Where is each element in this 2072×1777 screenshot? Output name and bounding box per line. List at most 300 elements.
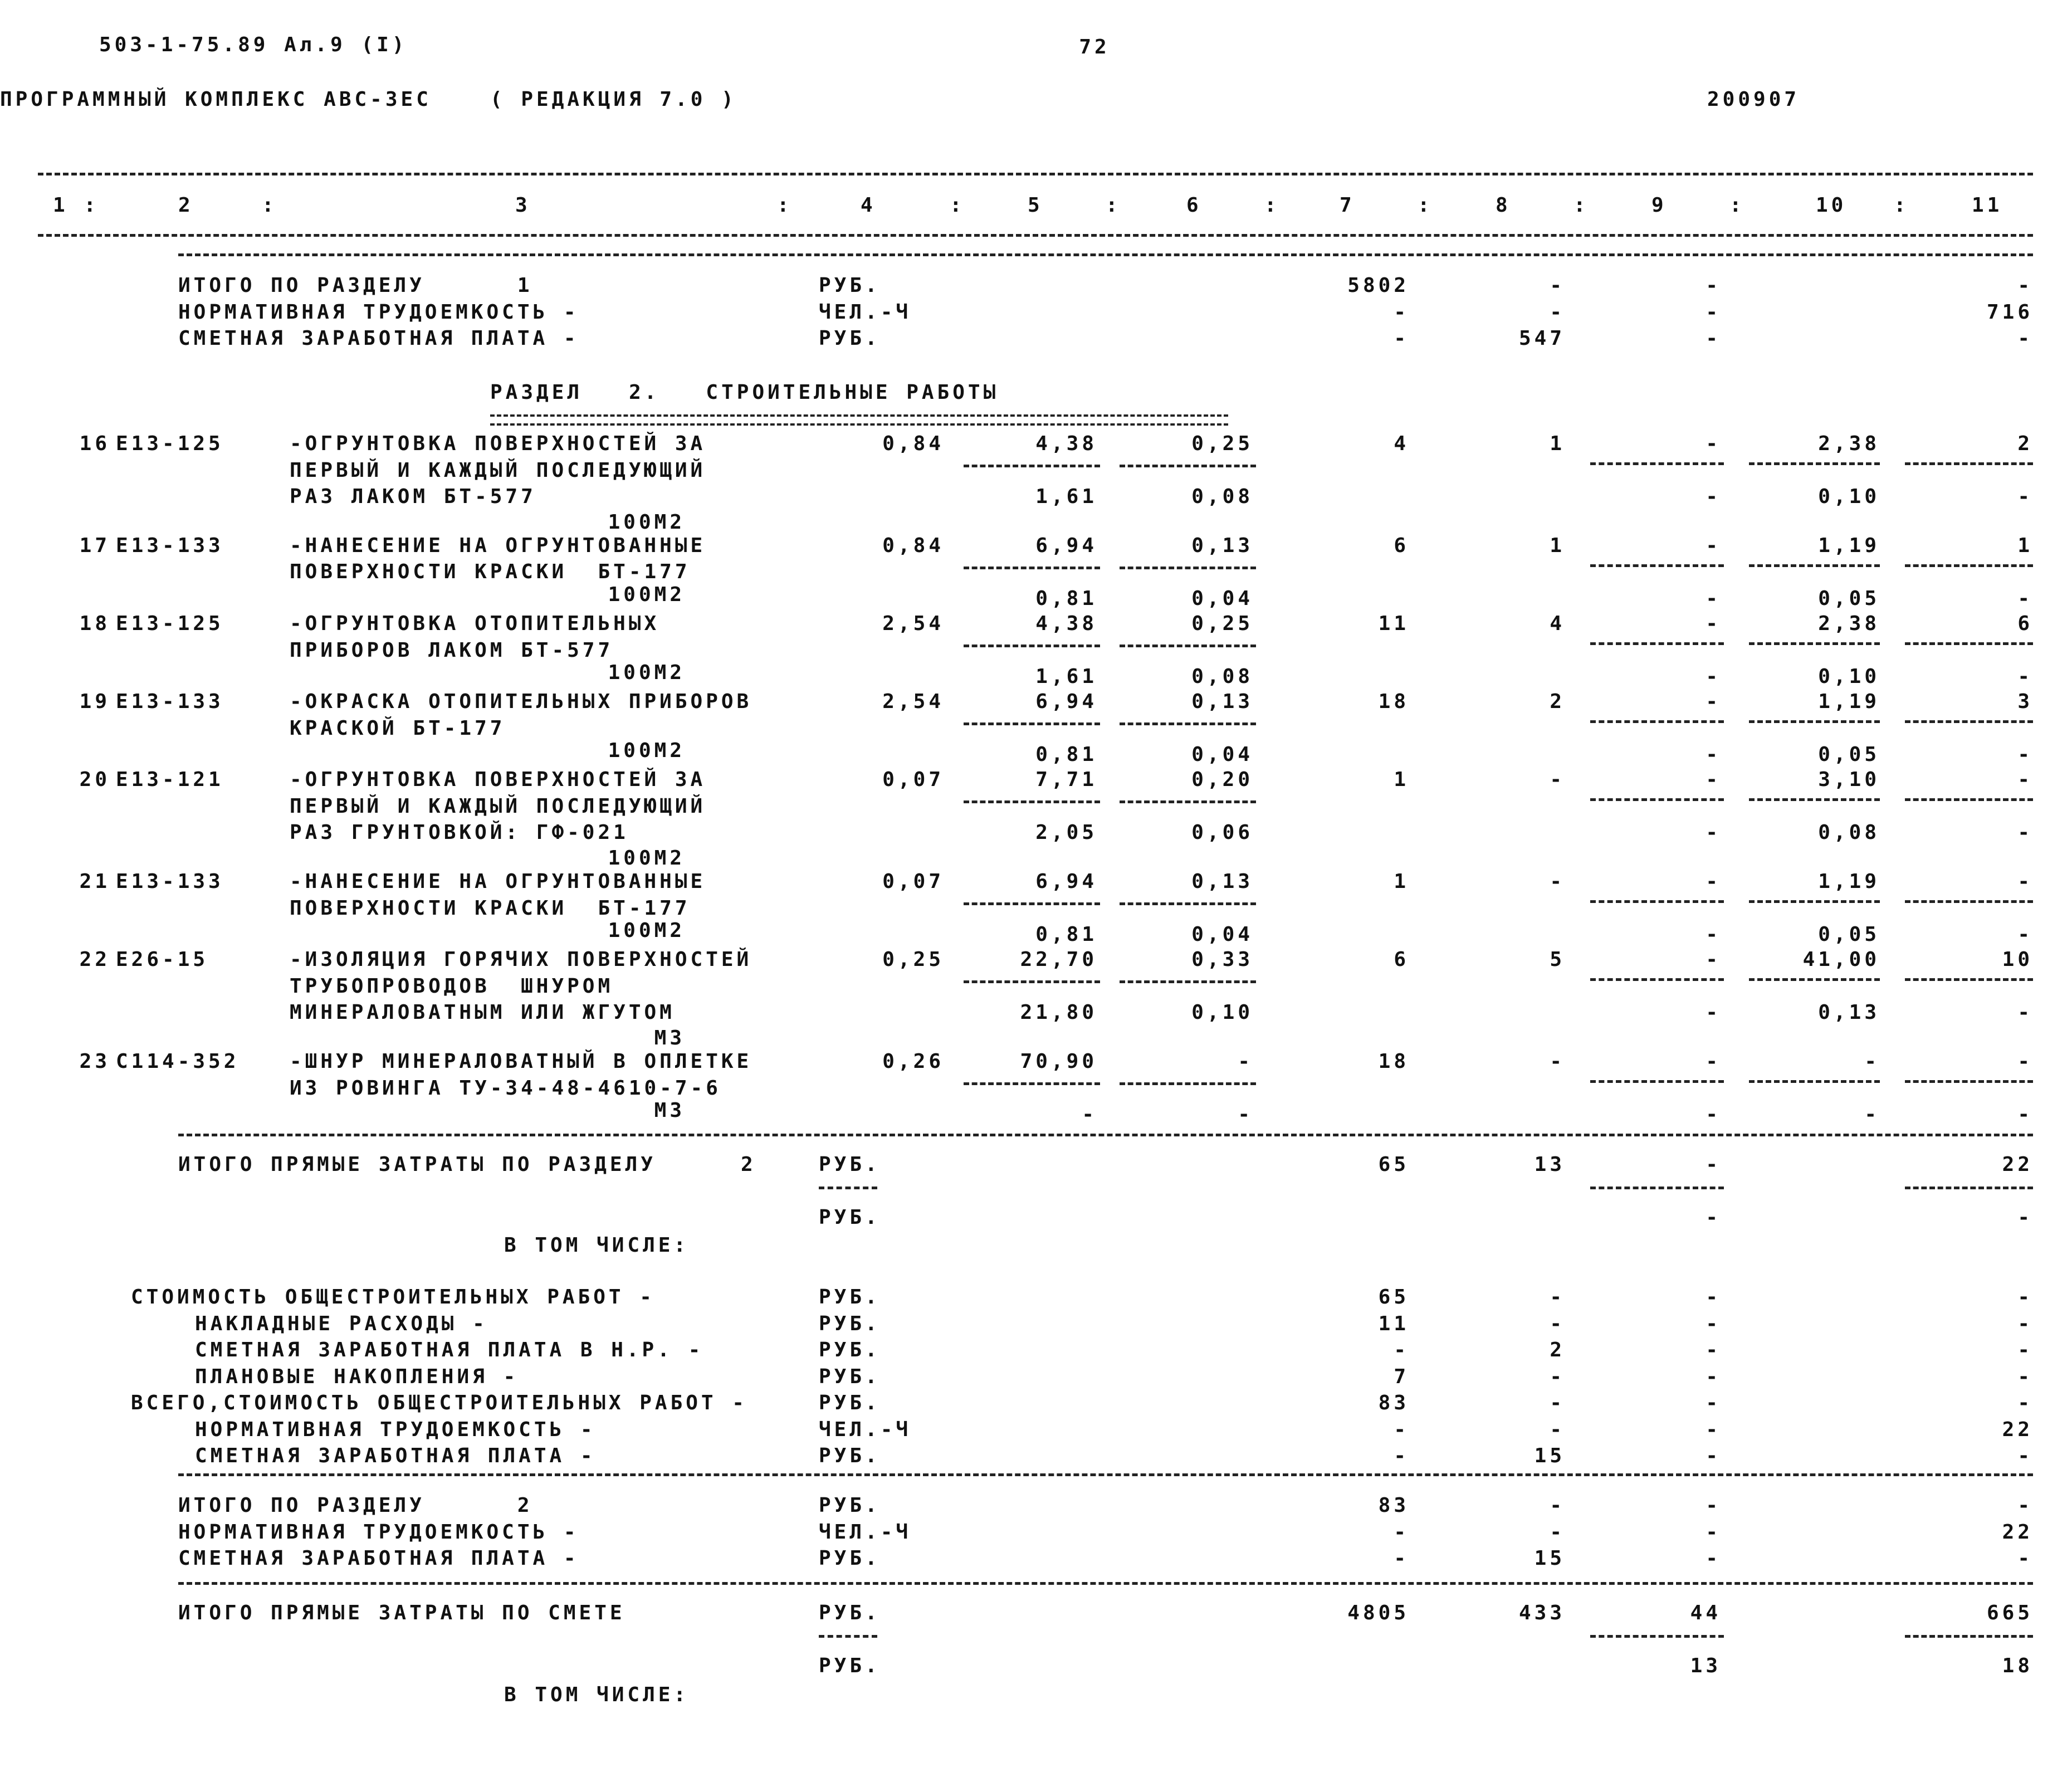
subrule-col11 — [1905, 900, 2033, 903]
breakdown-unit: РУБ. — [819, 1312, 881, 1335]
item-col5-sub: 0,81 — [1035, 743, 1097, 767]
item-number: 19 — [79, 690, 110, 714]
column-number: 11 — [1972, 194, 2003, 217]
item-col10: 2,38 — [1818, 432, 1880, 455]
breakdown-col8: - — [1550, 1365, 1565, 1388]
breakdown-col11: - — [2017, 1312, 2033, 1335]
item-col11-sub: - — [2017, 923, 2033, 946]
item-quantity: 0,07 — [882, 768, 944, 792]
subrule-col11 — [1905, 978, 2033, 981]
column-number: : — [777, 194, 793, 217]
section2-direct-col9-2: - — [1706, 1206, 1721, 1229]
breakdown-col8: - — [1550, 1286, 1565, 1309]
item-number: 21 — [79, 870, 110, 894]
section2-total-col9: - — [1706, 1520, 1721, 1544]
item-description: -НАНЕСЕНИЕ НА ОГРУНТОВАННЫЕ — [290, 870, 706, 894]
section2-total-col7: - — [1394, 1547, 1409, 1570]
item-col9-sub: - — [1706, 665, 1721, 688]
item-description: КРАСКОЙ БТ-177 — [290, 716, 506, 740]
item-description: ПРИБОРОВ ЛАКОМ БТ-577 — [290, 638, 614, 662]
item-col9-sub: - — [1706, 587, 1721, 610]
item-col10-sub: 0,05 — [1818, 587, 1880, 610]
column-number: 4 — [861, 194, 876, 217]
item-col8: 5 — [1550, 948, 1565, 972]
subrule-col6 — [1120, 722, 1256, 725]
section1-total-col9: - — [1706, 327, 1721, 350]
subrule-col5 — [964, 465, 1100, 467]
item-quantity: 0,07 — [882, 870, 944, 894]
section1-total-label: НОРМАТИВНАЯ ТРУДОЕМКОСТЬ - — [178, 300, 579, 324]
item-number: 17 — [79, 534, 110, 557]
item-col9-sub: - — [1706, 1103, 1721, 1126]
item-col9: - — [1706, 690, 1721, 714]
estimate-direct-col11-2: 18 — [2002, 1654, 2033, 1677]
col11-rule — [1905, 1635, 2033, 1638]
item-number: 23 — [79, 1050, 110, 1073]
item-col9-sub: - — [1706, 743, 1721, 767]
section2-totals-rule — [178, 1473, 2033, 1476]
breakdown-unit: РУБ. — [819, 1365, 881, 1388]
estimate-rule — [178, 1582, 2033, 1585]
breakdown-col8: 15 — [1534, 1444, 1565, 1467]
subrule-col10 — [1749, 1080, 1880, 1083]
program-title: ПРОГРАММНЫЙ КОМПЛЕКС АВС-ЗЕС — [0, 88, 432, 111]
item-col5-sub: 2,05 — [1035, 821, 1097, 844]
item-unit: 100М2 — [608, 846, 685, 870]
item-col11-sub: - — [2017, 1103, 2033, 1126]
column-number: : — [1894, 194, 1909, 217]
subrule-col9 — [1590, 1080, 1724, 1083]
item-col10-sub: 0,13 — [1818, 1001, 1880, 1024]
section2-total-col7: 83 — [1378, 1494, 1409, 1517]
subrule-col5 — [964, 902, 1100, 905]
breakdown-label: СМЕТНАЯ ЗАРАБОТНАЯ ПЛАТА - — [195, 1444, 596, 1467]
item-col5-sub: 0,81 — [1035, 923, 1097, 946]
breakdown-col9: - — [1706, 1286, 1721, 1309]
breakdown-unit: РУБ. — [819, 1286, 881, 1309]
item-number: 18 — [79, 612, 110, 635]
item-col7: 4 — [1394, 432, 1409, 455]
breakdown-col7: - — [1394, 1444, 1409, 1467]
breakdown-unit: ЧЕЛ.-Ч — [819, 1418, 912, 1441]
section2-total-label: СМЕТНАЯ ЗАРАБОТНАЯ ПЛАТА - — [178, 1547, 579, 1570]
breakdown-label: ПЛАНОВЫЕ НАКОПЛЕНИЯ - — [195, 1365, 519, 1388]
item-col10: 41,00 — [1802, 948, 1880, 972]
subrule-col9 — [1590, 642, 1724, 645]
subrule-col10 — [1749, 564, 1880, 567]
subrule-col9 — [1590, 720, 1724, 723]
section2-total-col11: 22 — [2002, 1520, 2033, 1544]
breakdown-label: НАКЛАДНЫЕ РАСХОДЫ - — [195, 1312, 488, 1335]
item-col9-sub: - — [1706, 821, 1721, 844]
doc-code: 503-1-75.89 Ал.9 (I) — [99, 33, 408, 56]
including-label-2: В ТОМ ЧИСЛЕ: — [504, 1683, 690, 1706]
item-col5: 4,38 — [1035, 612, 1097, 635]
section2-total-col7: - — [1394, 1520, 1409, 1544]
item-col11-sub: - — [2017, 665, 2033, 688]
column-number: 8 — [1496, 194, 1511, 217]
breakdown-col11: - — [2017, 1339, 2033, 1361]
item-unit: М3 — [654, 1026, 685, 1049]
item-unit: 100М2 — [608, 739, 685, 762]
doc-number: 200907 — [1707, 88, 1800, 111]
item-col10: 3,10 — [1818, 768, 1880, 792]
estimate-direct-unit-2: РУБ. — [819, 1654, 881, 1677]
item-col7: 6 — [1394, 534, 1409, 557]
item-col5-sub: 1,61 — [1035, 665, 1097, 688]
item-col10: - — [1864, 1050, 1880, 1073]
subrule-col9 — [1590, 900, 1724, 903]
section2-total-col9: - — [1706, 1494, 1721, 1517]
item-col7: 6 — [1394, 948, 1409, 972]
section1-rule — [178, 253, 2033, 256]
item-col9: - — [1706, 948, 1721, 972]
column-number: : — [1106, 194, 1121, 217]
item-col10-sub: 0,08 — [1818, 821, 1880, 844]
item-code: Е26-15 — [116, 948, 209, 972]
item-col9: - — [1706, 768, 1721, 792]
estimate-direct-label: ИТОГО ПРЯМЫЕ ЗАТРАТЫ ПО СМЕТЕ — [178, 1602, 625, 1624]
section2-total-col8: - — [1550, 1494, 1565, 1517]
item-col6: - — [1238, 1050, 1253, 1073]
estimate-direct-unit: РУБ. — [819, 1602, 881, 1624]
item-description: ИЗ РОВИНГА ТУ-34-48-4610-7-6 — [290, 1076, 721, 1100]
item-code: Е13-125 — [116, 612, 224, 635]
item-col11-sub: - — [2017, 1001, 2033, 1024]
item-col5-sub: - — [1082, 1103, 1097, 1126]
item-description: -ОГРУНТОВКА ОТОПИТЕЛЬНЫХ — [290, 612, 660, 635]
section2-direct-unit: РУБ. — [819, 1153, 881, 1176]
subrule-col5 — [964, 980, 1100, 983]
item-quantity: 0,84 — [882, 534, 944, 557]
item-number: 22 — [79, 948, 110, 972]
section2-direct-col8: 13 — [1534, 1153, 1565, 1176]
column-number: 3 — [515, 194, 531, 217]
item-col6: 0,20 — [1191, 768, 1253, 792]
item-number: 20 — [79, 768, 110, 792]
item-col6: 0,33 — [1191, 948, 1253, 972]
subrule-col5 — [964, 800, 1100, 803]
section1-total-col8: - — [1550, 274, 1565, 297]
section2-total-unit: РУБ. — [819, 1494, 881, 1517]
item-description: МИНЕРАЛОВАТНЫМ ИЛИ ЖГУТОМ — [290, 1001, 675, 1024]
item-col5: 6,94 — [1035, 870, 1097, 894]
item-col6-sub: 0,08 — [1191, 485, 1253, 508]
item-description: -ОГРУНТОВКА ПОВЕРХНОСТЕЙ ЗА — [290, 768, 706, 792]
section1-total-col7: - — [1394, 327, 1409, 350]
column-number: 6 — [1186, 194, 1202, 217]
section2-direct-rule — [178, 1134, 2033, 1136]
item-description: -ОГРУНТОВКА ПОВЕРХНОСТЕЙ ЗА — [290, 432, 706, 455]
item-col11-sub: - — [2017, 587, 2033, 610]
section2-total-col8: 15 — [1534, 1547, 1565, 1570]
subrule-col11 — [1905, 798, 2033, 801]
item-quantity: 0,26 — [882, 1050, 944, 1073]
column-number: : — [1418, 194, 1433, 217]
breakdown-col11: - — [2017, 1444, 2033, 1467]
item-col11-sub: - — [2017, 743, 2033, 767]
breakdown-col9: - — [1706, 1418, 1721, 1441]
item-col8: 2 — [1550, 690, 1565, 714]
breakdown-col11: - — [2017, 1286, 2033, 1309]
item-code: Е13-133 — [116, 534, 224, 557]
breakdown-col11: - — [2017, 1365, 2033, 1388]
section1-total-col11: - — [2017, 327, 2033, 350]
item-col11: 2 — [2017, 432, 2033, 455]
item-col9: - — [1706, 612, 1721, 635]
item-col6: 0,25 — [1191, 612, 1253, 635]
subrule-col10 — [1749, 900, 1880, 903]
section1-total-col9: - — [1706, 300, 1721, 324]
item-quantity: 0,25 — [882, 948, 944, 972]
subrule-col11 — [1905, 564, 2033, 567]
column-number: 1 : — [53, 194, 100, 217]
item-col6: 0,25 — [1191, 432, 1253, 455]
item-col6-sub: 0,08 — [1191, 665, 1253, 688]
item-quantity: 0,84 — [882, 432, 944, 455]
item-col7: 1 — [1394, 870, 1409, 894]
column-number: : — [950, 194, 965, 217]
item-description: -ОКРАСКА ОТОПИТЕЛЬНЫХ ПРИБОРОВ — [290, 690, 752, 714]
item-col10: 1,19 — [1818, 690, 1880, 714]
breakdown-unit: РУБ. — [819, 1392, 881, 1414]
item-col5: 6,94 — [1035, 534, 1097, 557]
section1-total-unit: РУБ. — [819, 327, 881, 350]
section1-total-col8: 547 — [1518, 327, 1565, 350]
section2-total-col9: - — [1706, 1547, 1721, 1570]
subrule-col6 — [1120, 800, 1256, 803]
item-col7: 18 — [1378, 690, 1409, 714]
item-unit: 100М2 — [608, 583, 685, 606]
item-code: Е13-121 — [116, 768, 224, 792]
section1-total-label: ИТОГО ПО РАЗДЕЛУ 1 — [178, 274, 533, 297]
breakdown-col9: - — [1706, 1365, 1721, 1388]
breakdown-col8: - — [1550, 1392, 1565, 1414]
item-col6-sub: 0,06 — [1191, 821, 1253, 844]
item-unit: М3 — [654, 1099, 685, 1122]
subrule-col6 — [1120, 1082, 1256, 1085]
item-col11: 1 — [2017, 534, 2033, 557]
section1-total-col7: 5802 — [1347, 274, 1409, 297]
estimate-direct-col9-2: 13 — [1690, 1654, 1721, 1677]
item-col11: 10 — [2002, 948, 2033, 972]
item-col5: 7,71 — [1035, 768, 1097, 792]
item-description: ПЕРВЫЙ И КАЖДЫЙ ПОСЛЕДУЮЩИЙ — [290, 458, 706, 482]
subrule-col10 — [1749, 462, 1880, 465]
breakdown-col9: - — [1706, 1339, 1721, 1361]
item-col8: - — [1550, 870, 1565, 894]
estimate-direct-col11: 665 — [1986, 1602, 2033, 1624]
item-description: ПОВЕРХНОСТИ КРАСКИ БТ-177 — [290, 896, 691, 920]
subrule-col9 — [1590, 564, 1724, 567]
section1-total-label: СМЕТНАЯ ЗАРАБОТНАЯ ПЛАТА - — [178, 327, 579, 350]
including-label: В ТОМ ЧИСЛЕ: — [504, 1234, 690, 1257]
item-col8: 1 — [1550, 432, 1565, 455]
subrule-col10 — [1749, 798, 1880, 801]
breakdown-col7: - — [1394, 1418, 1409, 1441]
breakdown-col8: - — [1550, 1418, 1565, 1441]
section2-total-col11: - — [2017, 1494, 2033, 1517]
estimate-direct-col7: 4805 — [1347, 1602, 1409, 1624]
column-number: : — [262, 194, 277, 217]
item-col7: 1 — [1394, 768, 1409, 792]
item-col6-sub: 0,04 — [1191, 587, 1253, 610]
item-col9-sub: - — [1706, 485, 1721, 508]
section2-heading: РАЗДЕЛ 2. СТРОИТЕЛЬНЫЕ РАБОТЫ — [490, 381, 999, 404]
item-col11-sub: - — [2017, 821, 2033, 844]
section2-direct-col11: 22 — [2002, 1153, 2033, 1176]
subrule-col6 — [1120, 567, 1256, 569]
item-col9: - — [1706, 1050, 1721, 1073]
subrule-col9 — [1590, 462, 1724, 465]
column-number: 10 — [1816, 194, 1847, 217]
header-rule-bottom — [38, 234, 2033, 237]
section2-direct-col11-2: - — [2017, 1206, 2033, 1229]
item-description: -НАНЕСЕНИЕ НА ОГРУНТОВАННЫЕ — [290, 534, 706, 557]
subrule-col10 — [1749, 720, 1880, 723]
item-col10: 1,19 — [1818, 534, 1880, 557]
breakdown-col8: - — [1550, 1312, 1565, 1335]
breakdown-unit: РУБ. — [819, 1339, 881, 1361]
col9-rule — [1590, 1187, 1724, 1189]
subrule-col6 — [1120, 980, 1256, 983]
breakdown-col7: 7 — [1394, 1365, 1409, 1388]
item-unit: 100М2 — [608, 510, 685, 534]
item-col10-sub: - — [1864, 1103, 1880, 1126]
breakdown-col8: 2 — [1550, 1339, 1565, 1361]
section1-total-col11: 716 — [1986, 300, 2033, 324]
item-col9-sub: - — [1706, 923, 1721, 946]
item-col6: 0,13 — [1191, 690, 1253, 714]
section2-total-unit: ЧЕЛ.-Ч — [819, 1520, 912, 1544]
item-col8: - — [1550, 1050, 1565, 1073]
item-col7: 18 — [1378, 1050, 1409, 1073]
section2-total-label: ИТОГО ПО РАЗДЕЛУ 2 — [178, 1494, 533, 1517]
item-code: Е13-133 — [116, 690, 224, 714]
item-col5: 4,38 — [1035, 432, 1097, 455]
item-col11: 6 — [2017, 612, 2033, 635]
breakdown-col7: 83 — [1378, 1392, 1409, 1414]
header-rule-top — [38, 173, 2033, 175]
subrule-col11 — [1905, 642, 2033, 645]
item-col5: 6,94 — [1035, 690, 1097, 714]
breakdown-col11: 22 — [2002, 1418, 2033, 1441]
item-col8: 4 — [1550, 612, 1565, 635]
subrule-col6 — [1120, 465, 1256, 467]
breakdown-label: СМЕТНАЯ ЗАРАБОТНАЯ ПЛАТА В Н.Р. - — [195, 1339, 704, 1361]
subrule-col10 — [1749, 978, 1880, 981]
item-description: РАЗ ЛАКОМ БТ-577 — [290, 485, 536, 508]
item-col5: 22,70 — [1020, 948, 1097, 972]
column-number: 9 — [1651, 194, 1667, 217]
item-description: ТРУБОПРОВОДОВ ШНУРОМ — [290, 974, 614, 998]
subrule-col9 — [1590, 978, 1724, 981]
item-unit: 100М2 — [608, 919, 685, 942]
col11-rule — [1905, 1187, 2033, 1189]
subrule-col11 — [1905, 720, 2033, 723]
item-col7: 11 — [1378, 612, 1409, 635]
item-description: -ШНУР МИНЕРАЛОВАТНЫЙ В ОПЛЕТКЕ — [290, 1050, 752, 1073]
item-description: -ИЗОЛЯЦИЯ ГОРЯЧИХ ПОВЕРХНОСТЕЙ — [290, 948, 752, 972]
section1-total-col9: - — [1706, 274, 1721, 297]
subrule-col5 — [964, 567, 1100, 569]
item-col5-sub: 1,61 — [1035, 485, 1097, 508]
col9-rule — [1590, 1635, 1724, 1638]
page-number: 72 — [1079, 36, 1110, 58]
breakdown-unit: РУБ. — [819, 1444, 881, 1467]
column-number: 2 — [178, 194, 194, 217]
double-rule — [490, 414, 1228, 426]
breakdown-col9: - — [1706, 1312, 1721, 1335]
breakdown-label: ВСЕГО,СТОИМОСТЬ ОБЩЕСТРОИТЕЛЬНЫХ РАБОТ - — [131, 1392, 747, 1414]
section2-direct-unit-2: РУБ. — [819, 1206, 881, 1229]
item-col11: - — [2017, 870, 2033, 894]
section2-total-col8: - — [1550, 1520, 1565, 1544]
column-number: : — [1264, 194, 1280, 217]
breakdown-col9: - — [1706, 1392, 1721, 1414]
item-col6-sub: 0,10 — [1191, 1001, 1253, 1024]
section1-total-unit: РУБ. — [819, 274, 881, 297]
item-col6-sub: 0,04 — [1191, 923, 1253, 946]
breakdown-label: НОРМАТИВНАЯ ТРУДОЕМКОСТЬ - — [195, 1418, 596, 1441]
section2-direct-col9: - — [1706, 1153, 1721, 1176]
column-number: 5 — [1028, 194, 1043, 217]
item-col10-sub: 0,10 — [1818, 485, 1880, 508]
item-col11-sub: - — [2017, 485, 2033, 508]
item-col11: - — [2017, 768, 2033, 792]
subrule-col6 — [1120, 645, 1256, 647]
section2-direct-number: 2 — [741, 1153, 756, 1176]
item-description: ПЕРВЫЙ И КАЖДЫЙ ПОСЛЕДУЮЩИЙ — [290, 794, 706, 818]
item-col6: 0,13 — [1191, 870, 1253, 894]
item-col8: 1 — [1550, 534, 1565, 557]
estimate-direct-col8: 433 — [1518, 1602, 1565, 1624]
section2-total-col11: - — [2017, 1547, 2033, 1570]
item-quantity: 2,54 — [882, 612, 944, 635]
item-col5-sub: 21,80 — [1020, 1001, 1097, 1024]
column-number: : — [1729, 194, 1745, 217]
item-col10: 1,19 — [1818, 870, 1880, 894]
item-col6: 0,13 — [1191, 534, 1253, 557]
item-col10-sub: 0,05 — [1818, 743, 1880, 767]
subrule-col9 — [1590, 798, 1724, 801]
item-col6-sub: - — [1238, 1103, 1253, 1126]
subrule-col11 — [1905, 462, 2033, 465]
item-col10-sub: 0,05 — [1818, 923, 1880, 946]
estimate-direct-col9: 44 — [1690, 1602, 1721, 1624]
breakdown-col7: - — [1394, 1339, 1409, 1361]
column-number: 7 — [1340, 194, 1355, 217]
subrule-col6 — [1120, 902, 1256, 905]
section2-direct-col7: 65 — [1378, 1153, 1409, 1176]
subrule-col5 — [964, 1082, 1100, 1085]
item-col9-sub: - — [1706, 1001, 1721, 1024]
unit-rule — [819, 1187, 877, 1189]
item-description: ПОВЕРХНОСТИ КРАСКИ БТ-177 — [290, 560, 691, 584]
item-col9: - — [1706, 534, 1721, 557]
item-col10-sub: 0,10 — [1818, 665, 1880, 688]
section1-total-unit: ЧЕЛ.-Ч — [819, 300, 912, 324]
item-description: РАЗ ГРУНТОВКОЙ: ГФ-021 — [290, 821, 629, 844]
item-col9: - — [1706, 432, 1721, 455]
breakdown-col11: - — [2017, 1392, 2033, 1414]
item-col8: - — [1550, 768, 1565, 792]
item-col10: 2,38 — [1818, 612, 1880, 635]
subrule-col11 — [1905, 1080, 2033, 1083]
item-col11: 3 — [2017, 690, 2033, 714]
unit-rule — [819, 1635, 877, 1638]
item-quantity: 2,54 — [882, 690, 944, 714]
